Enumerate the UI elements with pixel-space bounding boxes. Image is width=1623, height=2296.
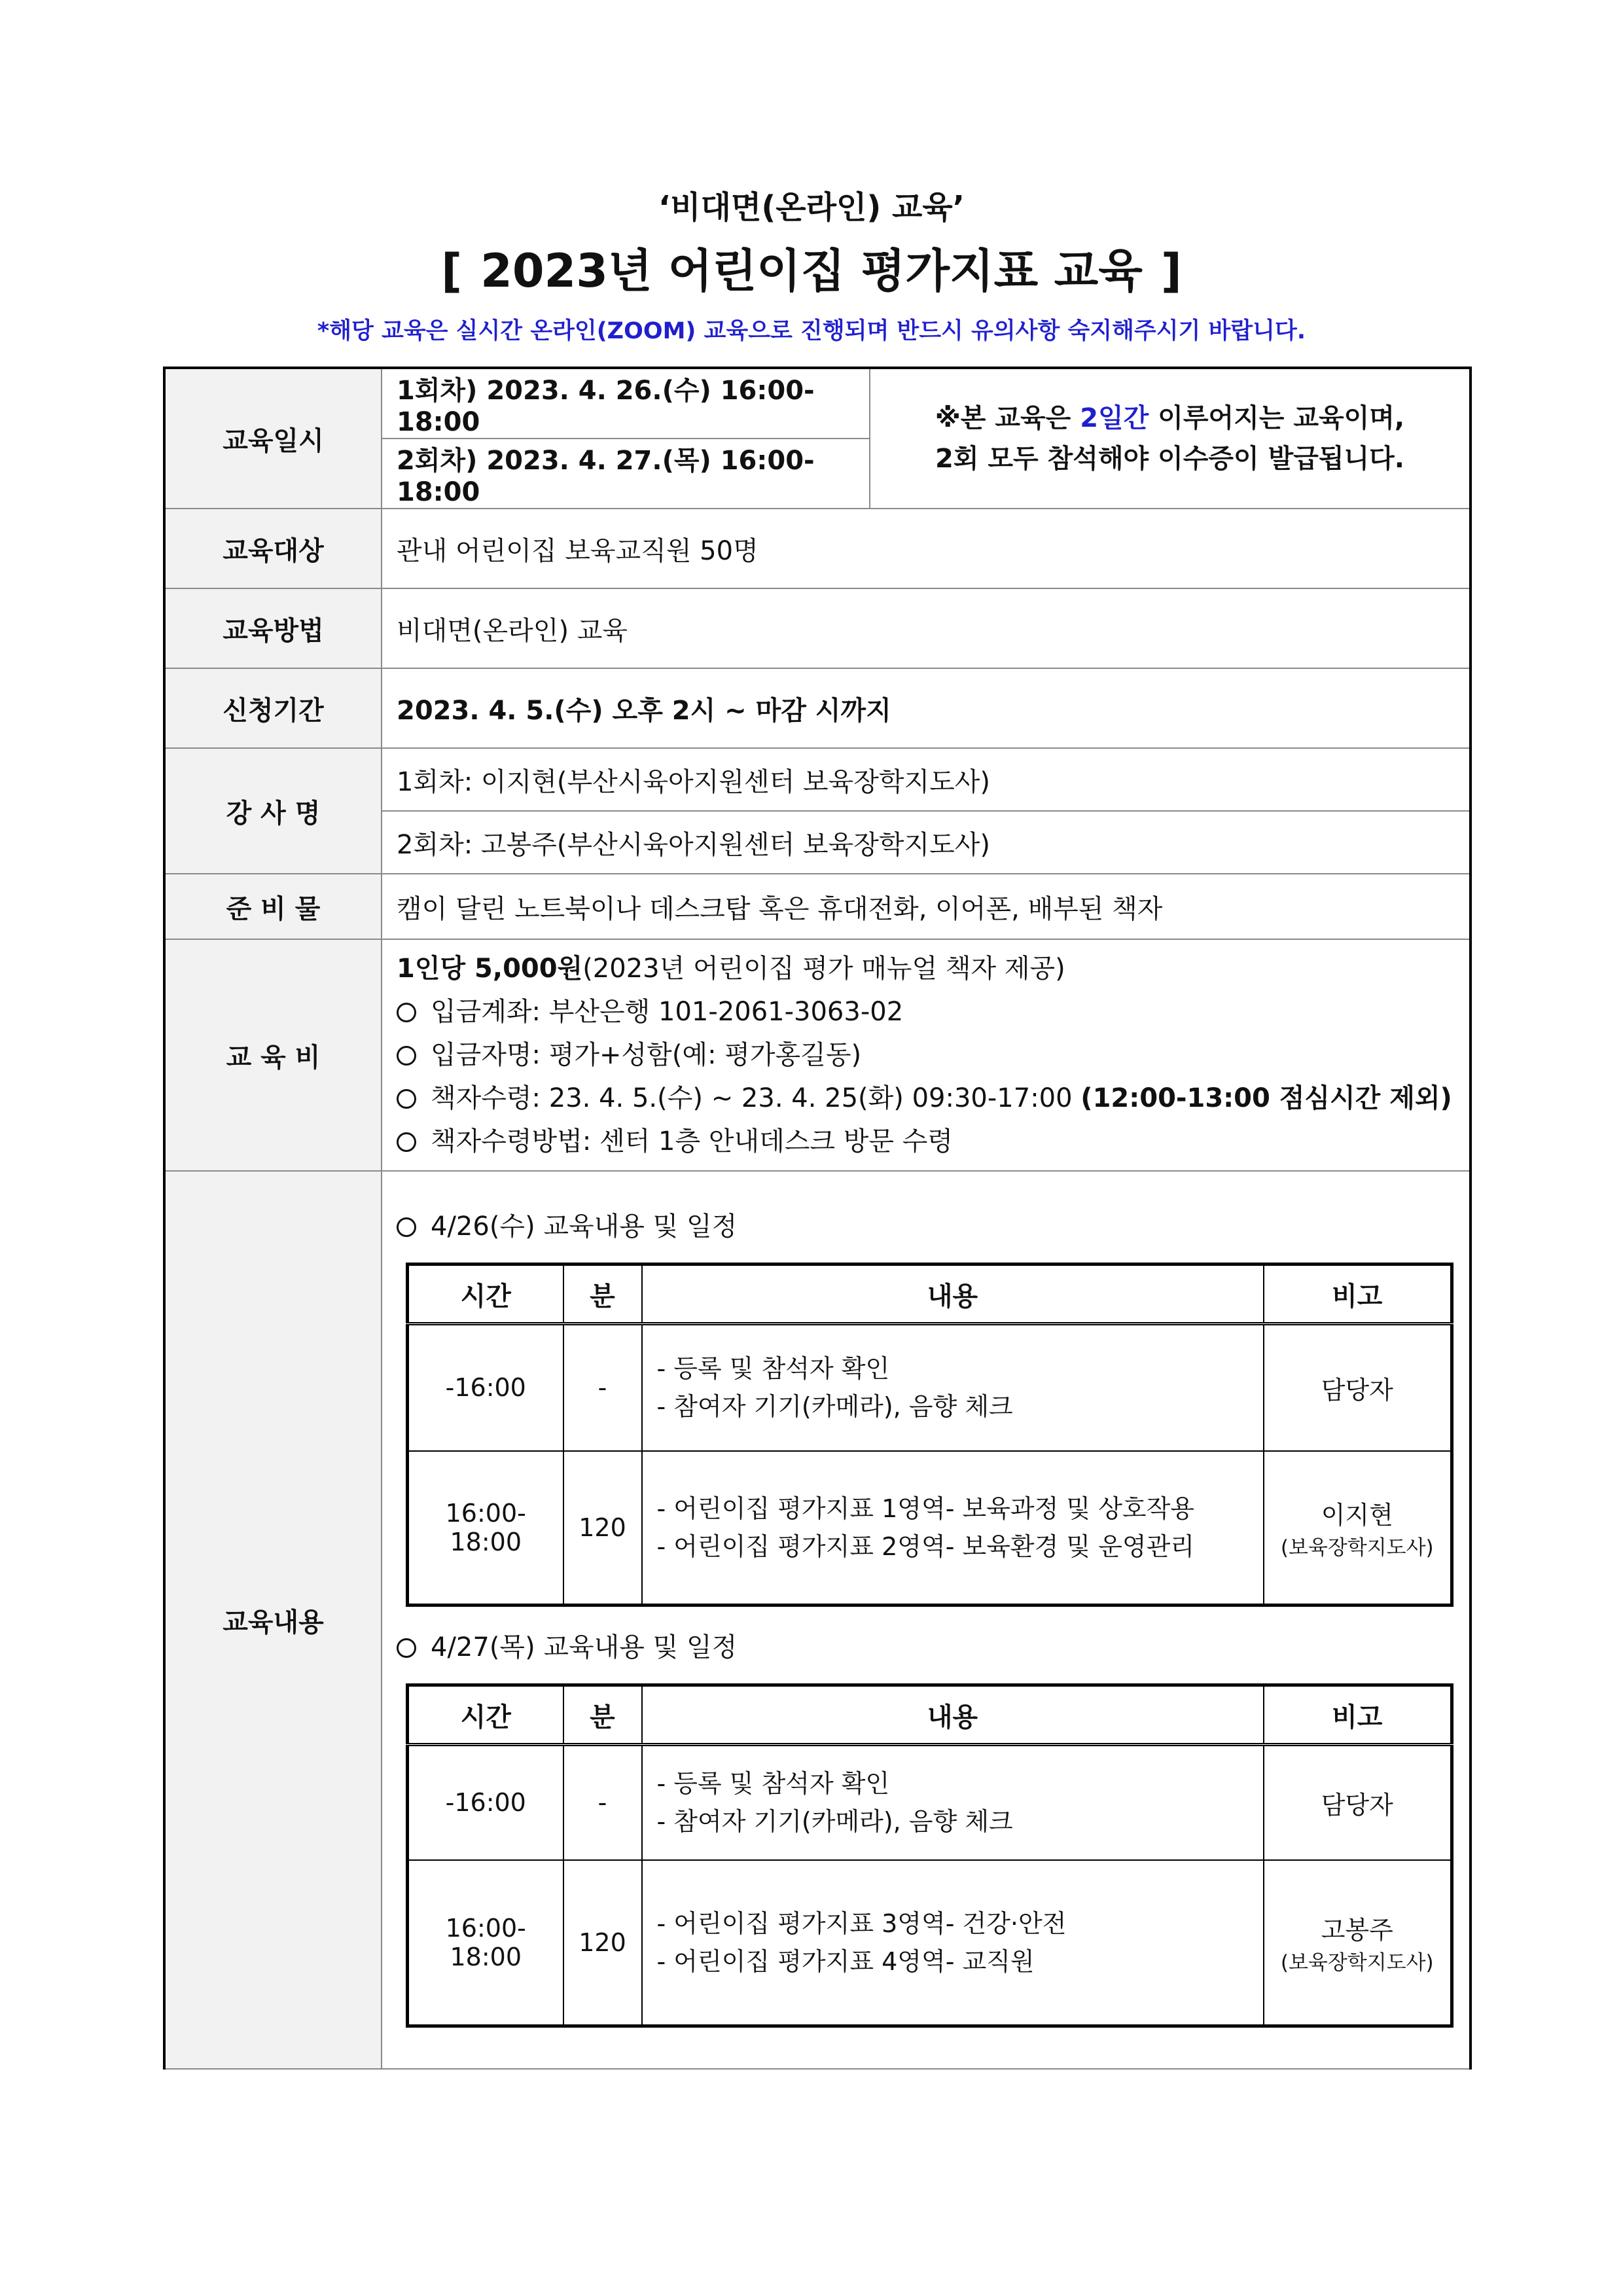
row-note-role: (보육장학지도사) [1280, 1950, 1434, 1975]
notice-text-end: 이루어지는 교육이며, [1149, 403, 1405, 433]
col-header-time: 시간 [408, 1685, 563, 1745]
row-content [642, 1451, 1264, 1605]
col-header-content: 내용 [642, 1265, 1264, 1324]
session1-datetime: 1회차) 2023. 4. 26.(수) 16:00-18:00 [382, 368, 870, 439]
col-header-minutes: 분 [563, 1685, 642, 1745]
fee-pickup-method: 책자수령방법: 센터 1층 안내데스크 방문 수령 [431, 1126, 954, 1157]
row-minutes: 120 [563, 1451, 642, 1605]
instructor-2: 2회차: 고봉주(부산시육아지원센터 보육장학지도사) [382, 811, 1471, 874]
schedule-area [382, 1171, 1471, 2069]
row-content-line: - 참여자 기기(카메라), 음향 체크 [656, 1807, 1013, 1837]
schedule-table-day2 [406, 1683, 1454, 2028]
row-content-line: - 어린이집 평가지표 3영역- 건강·안전 [656, 1909, 1067, 1938]
row-minutes: - [563, 1745, 642, 1860]
circle-bullet-icon [397, 1089, 416, 1109]
row-content [642, 1745, 1264, 1860]
instructor-label: 강 사 명 [164, 748, 382, 874]
method-value: 비대면(온라인) 교육 [382, 588, 1471, 668]
col-header-note: 비고 [1264, 1685, 1452, 1745]
circle-bullet-icon [397, 1217, 416, 1237]
row-note-role: (보육장학지도사) [1280, 1535, 1434, 1560]
row-content-line: - 어린이집 평가지표 4영역- 교직원 [656, 1946, 1035, 1976]
row-time: -16:00 [408, 1745, 563, 1860]
row-note [1264, 1324, 1452, 1451]
fee-details [382, 939, 1471, 1171]
fee-depositor: 입금자명: 평가+성함(예: 평가홍길동) [431, 1040, 862, 1070]
fee-pickup-lunch: (12:00-13:00 점심시간 제외) [1080, 1083, 1452, 1113]
apply-period-label: 신청기간 [164, 668, 382, 748]
col-header-note: 비고 [1264, 1265, 1452, 1324]
fee-pickup: 책자수령: 23. 4. 5.(수) ~ 23. 4. 25(화) 09:30-17:00 [431, 1083, 1081, 1113]
fee-note: (2023년 어린이집 평가 매뉴얼 책자 제공) [582, 954, 1065, 984]
table-row [408, 1745, 1452, 1860]
supplies-label: 준 비 물 [164, 874, 382, 939]
zoom-notice: *해당 교육은 실시간 온라인(ZOOM) 교육으로 진행되며 반드시 유의사항 숙지해주시기 바랍니다. [317, 318, 1306, 344]
schedule-table-day1 [406, 1263, 1454, 1607]
education-info-table [163, 367, 1472, 2070]
title-bracket-open: [ [441, 244, 463, 298]
supplies-value: 캠이 달린 노트북이나 데스크탑 혹은 휴대전화, 이어폰, 배부된 책자 [382, 874, 1471, 939]
date-label: 교육일시 [164, 368, 382, 509]
row-content [642, 1860, 1264, 2026]
row-note [1264, 1451, 1452, 1605]
schedule-heading-text: 4/26(수) 교육내용 및 일정 [431, 1211, 738, 1242]
target-value: 관내 어린이집 보육교직원 50명 [382, 509, 1471, 588]
row-content-line: - 참여자 기기(카메라), 음향 체크 [656, 1392, 1013, 1422]
row-content-line: - 어린이집 평가지표 2영역- 보육환경 및 운영관리 [656, 1532, 1195, 1561]
row-time: -16:00 [408, 1324, 563, 1451]
circle-bullet-icon [397, 1003, 416, 1022]
row-content [642, 1324, 1264, 1451]
title-text: 2023년 어린이집 평가지표 교육 [480, 244, 1143, 298]
row-minutes: - [563, 1324, 642, 1451]
row-note [1264, 1860, 1452, 2026]
fee-account: 입금계좌: 부산은행 101-2061-3063-02 [431, 997, 904, 1027]
table-row [408, 1451, 1452, 1605]
notice-text: ※본 교육은 [935, 403, 1080, 433]
row-time: 16:00-18:00 [408, 1451, 563, 1605]
row-note-name: 담당자 [1321, 1790, 1393, 1820]
col-header-minutes: 분 [563, 1265, 642, 1324]
table-row [408, 1324, 1452, 1451]
target-label: 교육대상 [164, 509, 382, 588]
col-header-content: 내용 [642, 1685, 1264, 1745]
notice-line-2: 2회 모두 참석해야 이수증이 발급됩니다. [935, 444, 1404, 474]
document-title [0, 234, 1623, 300]
row-minutes: 120 [563, 1860, 642, 2026]
apply-period-value: 2023. 4. 5.(수) 오후 2시 ~ 마감 시까지 [382, 668, 1471, 748]
table-row [408, 1860, 1452, 2026]
attendance-notice [870, 368, 1471, 509]
row-time: 16:00-18:00 [408, 1860, 563, 2026]
row-content-line: - 등록 및 참석자 확인 [656, 1354, 890, 1384]
schedule-heading-text: 4/27(목) 교육내용 및 일정 [431, 1632, 738, 1662]
method-label: 교육방법 [164, 588, 382, 668]
circle-bullet-icon [397, 1132, 416, 1152]
content-label: 교육내용 [164, 1171, 382, 2069]
row-note-name: 이지현 [1321, 1500, 1393, 1530]
fee-amount: 1인당 5,000원 [397, 954, 583, 984]
notice-highlight: 2일간 [1080, 403, 1149, 433]
session2-datetime: 2회차) 2023. 4. 27.(목) 16:00-18:00 [382, 439, 870, 509]
col-header-time: 시간 [408, 1265, 563, 1324]
row-note-name: 담당자 [1321, 1375, 1393, 1405]
circle-bullet-icon [397, 1638, 416, 1658]
row-note-name: 고봉주 [1321, 1915, 1393, 1945]
row-content-line: - 등록 및 참석자 확인 [656, 1769, 890, 1799]
schedule-heading-2 [397, 1626, 1469, 1664]
fee-label: 교 육 비 [164, 939, 382, 1171]
document-subtitle: ‘비대면(온라인) 교육’ [658, 189, 965, 226]
circle-bullet-icon [397, 1046, 416, 1066]
title-bracket-close: ] [1160, 244, 1182, 298]
row-content-line: - 어린이집 평가지표 1영역- 보육과정 및 상호작용 [656, 1494, 1195, 1523]
row-note [1264, 1745, 1452, 1860]
schedule-heading-1 [397, 1206, 1469, 1243]
instructor-1: 1회차: 이지현(부산시육아지원센터 보육장학지도사) [382, 748, 1471, 811]
